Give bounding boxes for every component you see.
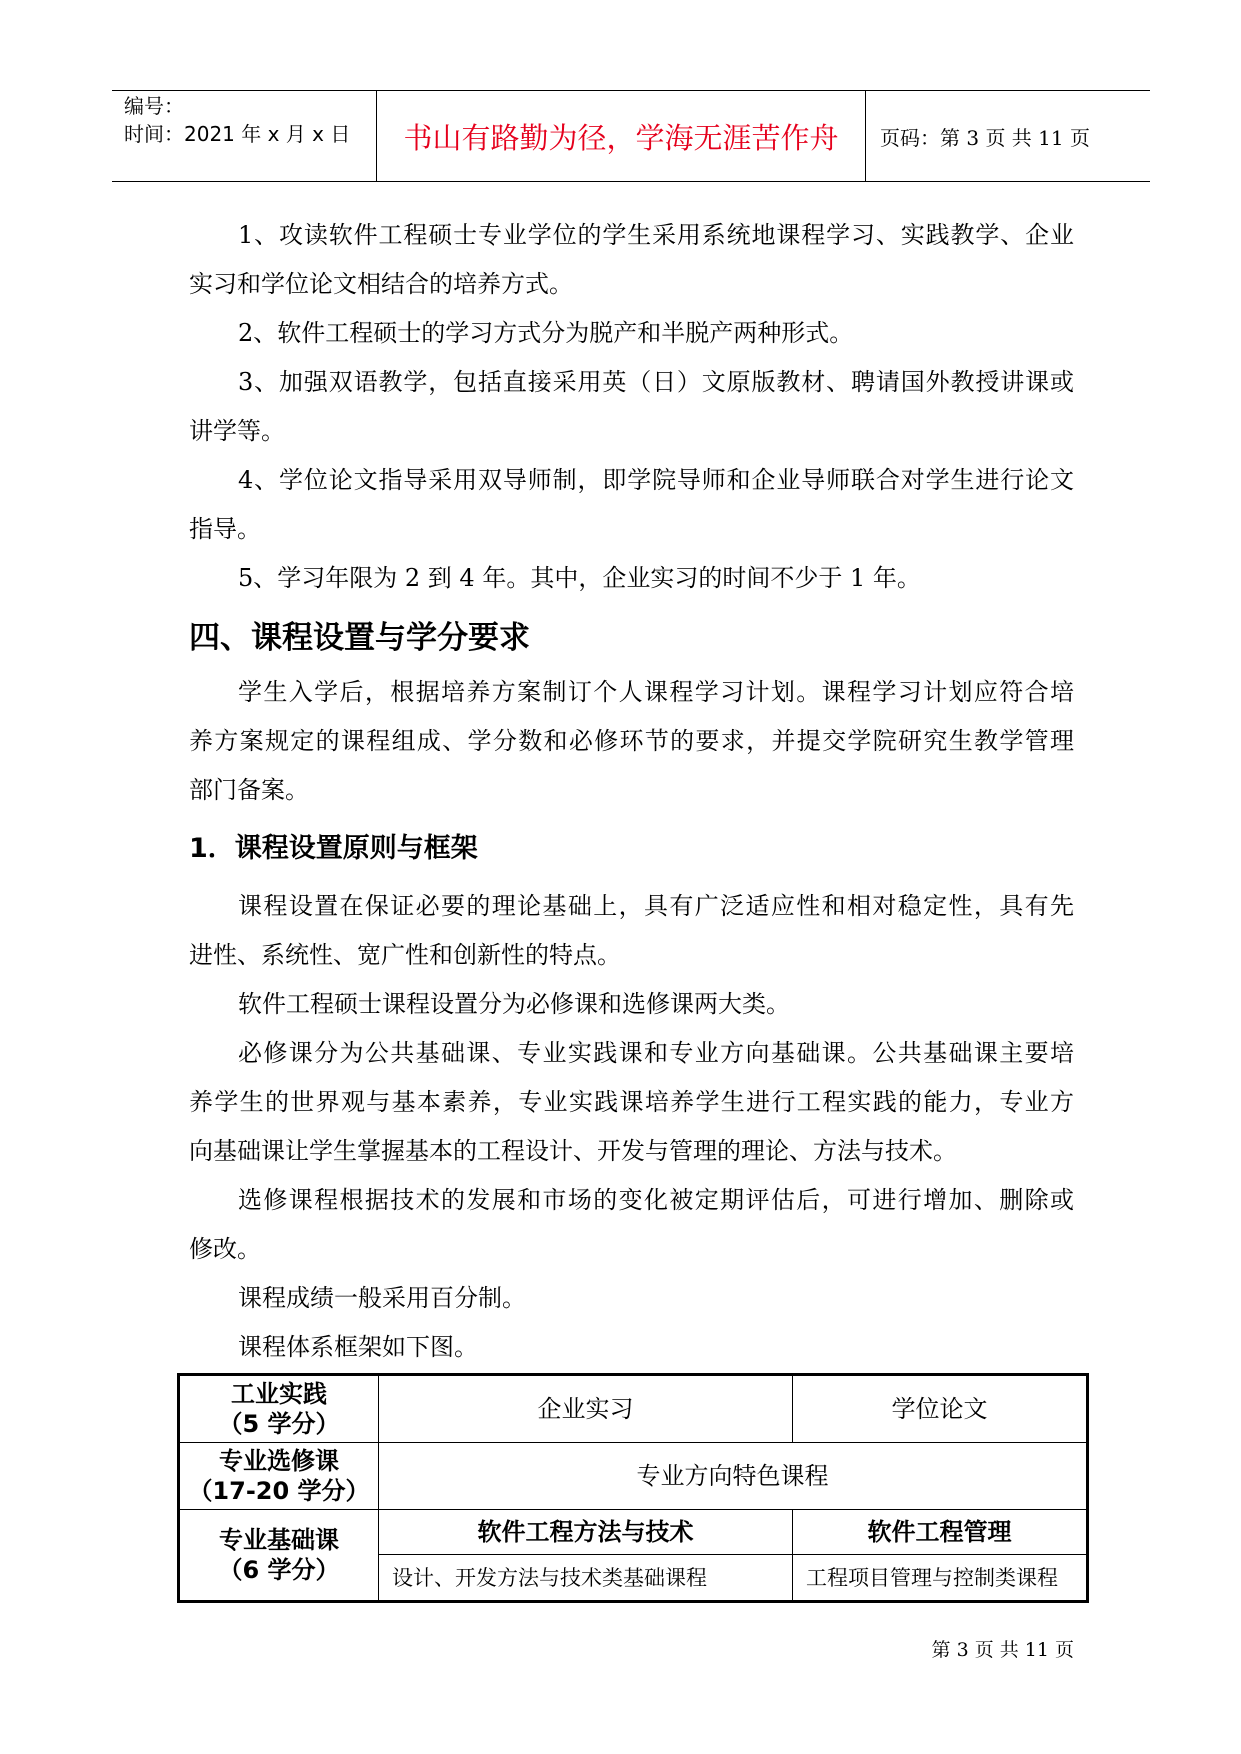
paragraph-line: 选修课程根据技术的发展和市场的变化被定期评估后，可进行增加、删除或: [238, 1186, 1074, 1214]
table-subheader-cell: 软件工程管理: [793, 1510, 1088, 1555]
paragraph-line: 3、加强双语教学，包括直接采用英（日）文原版教材、聘请国外教授讲课或: [238, 368, 1074, 396]
paragraph-1: [189, 211, 1074, 309]
table-row-industrial-practice: [179, 1375, 1088, 1443]
paragraph-line: 指导。: [189, 515, 261, 543]
subsection-paragraph-2: [189, 980, 1074, 1029]
paragraph-line: 学生入学后，根据培养方案制订个人课程学习计划。课程学习计划应符合培: [238, 678, 1074, 706]
page-header: [112, 90, 1150, 182]
header-page-info: 页码：第 3 页 共 11 页: [880, 125, 1090, 150]
row-credits: （6 学分）: [218, 1556, 340, 1584]
table-subheader-cell: 软件工程方法与技术: [379, 1510, 793, 1555]
footer-page-info: 第 3 页 共 11 页: [931, 1639, 1074, 1661]
paragraph-3: [189, 358, 1074, 456]
row-label-cell: [179, 1510, 379, 1602]
table-cell: 设计、开发方法与技术类基础课程: [379, 1555, 793, 1602]
paragraph-line: 养学生的世界观与基本素养，专业实践课培养学生进行工程实践的能力，专业方: [189, 1088, 1074, 1116]
paragraph-line: 养方案规定的课程组成、学分数和必修环节的要求，并提交学院研究生教学管理: [189, 727, 1074, 755]
paragraph-line: 修改。: [189, 1235, 261, 1263]
subsection-paragraph-3: [189, 1029, 1074, 1176]
paragraph-2: [189, 309, 1074, 358]
row-label-cell: [179, 1375, 379, 1443]
paragraph-line: 4、学位论文指导采用双导师制，即学院导师和企业导师联合对学生进行论文: [238, 466, 1074, 494]
header-meta-cell: [112, 91, 377, 181]
row-credits: （17-20 学分）: [188, 1477, 370, 1505]
table-row-elective: [179, 1443, 1088, 1510]
section-heading: 四、课程设置与学分要求: [189, 620, 530, 656]
row-title: 专业基础课: [219, 1526, 339, 1554]
header-motto-cell: [377, 91, 866, 181]
paragraph-line: 课程设置在保证必要的理论基础上，具有广泛适应性和相对稳定性，具有先: [238, 892, 1074, 920]
row-title: 专业选修课: [219, 1447, 339, 1475]
paragraph-line: 向基础课让学生掌握基本的工程设计、开发与管理的理论、方法与技术。: [189, 1137, 957, 1165]
paragraph-line: 1、攻读软件工程硕士专业学位的学生采用系统地课程学习、实践教学、企业: [238, 221, 1074, 249]
paragraph-line: 课程成绩一般采用百分制。: [238, 1284, 526, 1312]
subsection-paragraph-6: [189, 1323, 1074, 1372]
paragraph-line: 必修课分为公共基础课、专业实践课和专业方向基础课。公共基础课主要培: [238, 1039, 1074, 1067]
paragraph-4: [189, 456, 1074, 554]
paragraph-line: 实习和学位论文相结合的培养方式。: [189, 270, 573, 298]
paragraph-line: 进性、系统性、宽广性和创新性的特点。: [189, 941, 621, 969]
motto-text: 书山有路勤为径，学海无涯苦作舟: [403, 120, 839, 155]
document-body: [189, 211, 1074, 1372]
paragraph-line: 课程体系框架如下图。: [238, 1333, 478, 1361]
table-cell: 专业方向特色课程: [379, 1443, 1088, 1510]
page-footer: [932, 1638, 1074, 1662]
subsection-paragraph-4: [189, 1176, 1074, 1274]
section-4-paragraph-1: [189, 668, 1074, 815]
row-title: 工业实践: [231, 1380, 327, 1408]
subsection-paragraph-5: [189, 1274, 1074, 1323]
subsection-heading: 1．课程设置原则与框架: [189, 833, 478, 864]
paragraph-line: 5、学习年限为 2 到 4 年。其中，企业实习的时间不少于 1 年。: [238, 564, 921, 592]
table-row-foundation-headers: [179, 1510, 1088, 1555]
paragraph-line: 2、软件工程硕士的学习方式分为脱产和半脱产两种形式。: [238, 319, 854, 347]
paragraph-line: 软件工程硕士课程设置分为必修课和选修课两大类。: [238, 990, 790, 1018]
table-cell: 学位论文: [793, 1375, 1088, 1443]
header-page-cell: [866, 91, 1150, 181]
table-cell: 工程项目管理与控制类课程: [793, 1555, 1088, 1602]
paragraph-5: [189, 554, 1074, 603]
row-label-cell: [179, 1443, 379, 1510]
course-framework-table: [177, 1373, 1089, 1603]
document-date-label: 时间：2021 年 x 月 x 日: [124, 122, 351, 146]
document-number-label: 编号：: [124, 94, 184, 118]
paragraph-line: 部门备案。: [189, 776, 309, 804]
row-credits: （5 学分）: [218, 1410, 340, 1438]
table-cell: 企业实习: [379, 1375, 793, 1443]
paragraph-line: 讲学等。: [189, 417, 285, 445]
subsection-paragraph-1: [189, 882, 1074, 980]
